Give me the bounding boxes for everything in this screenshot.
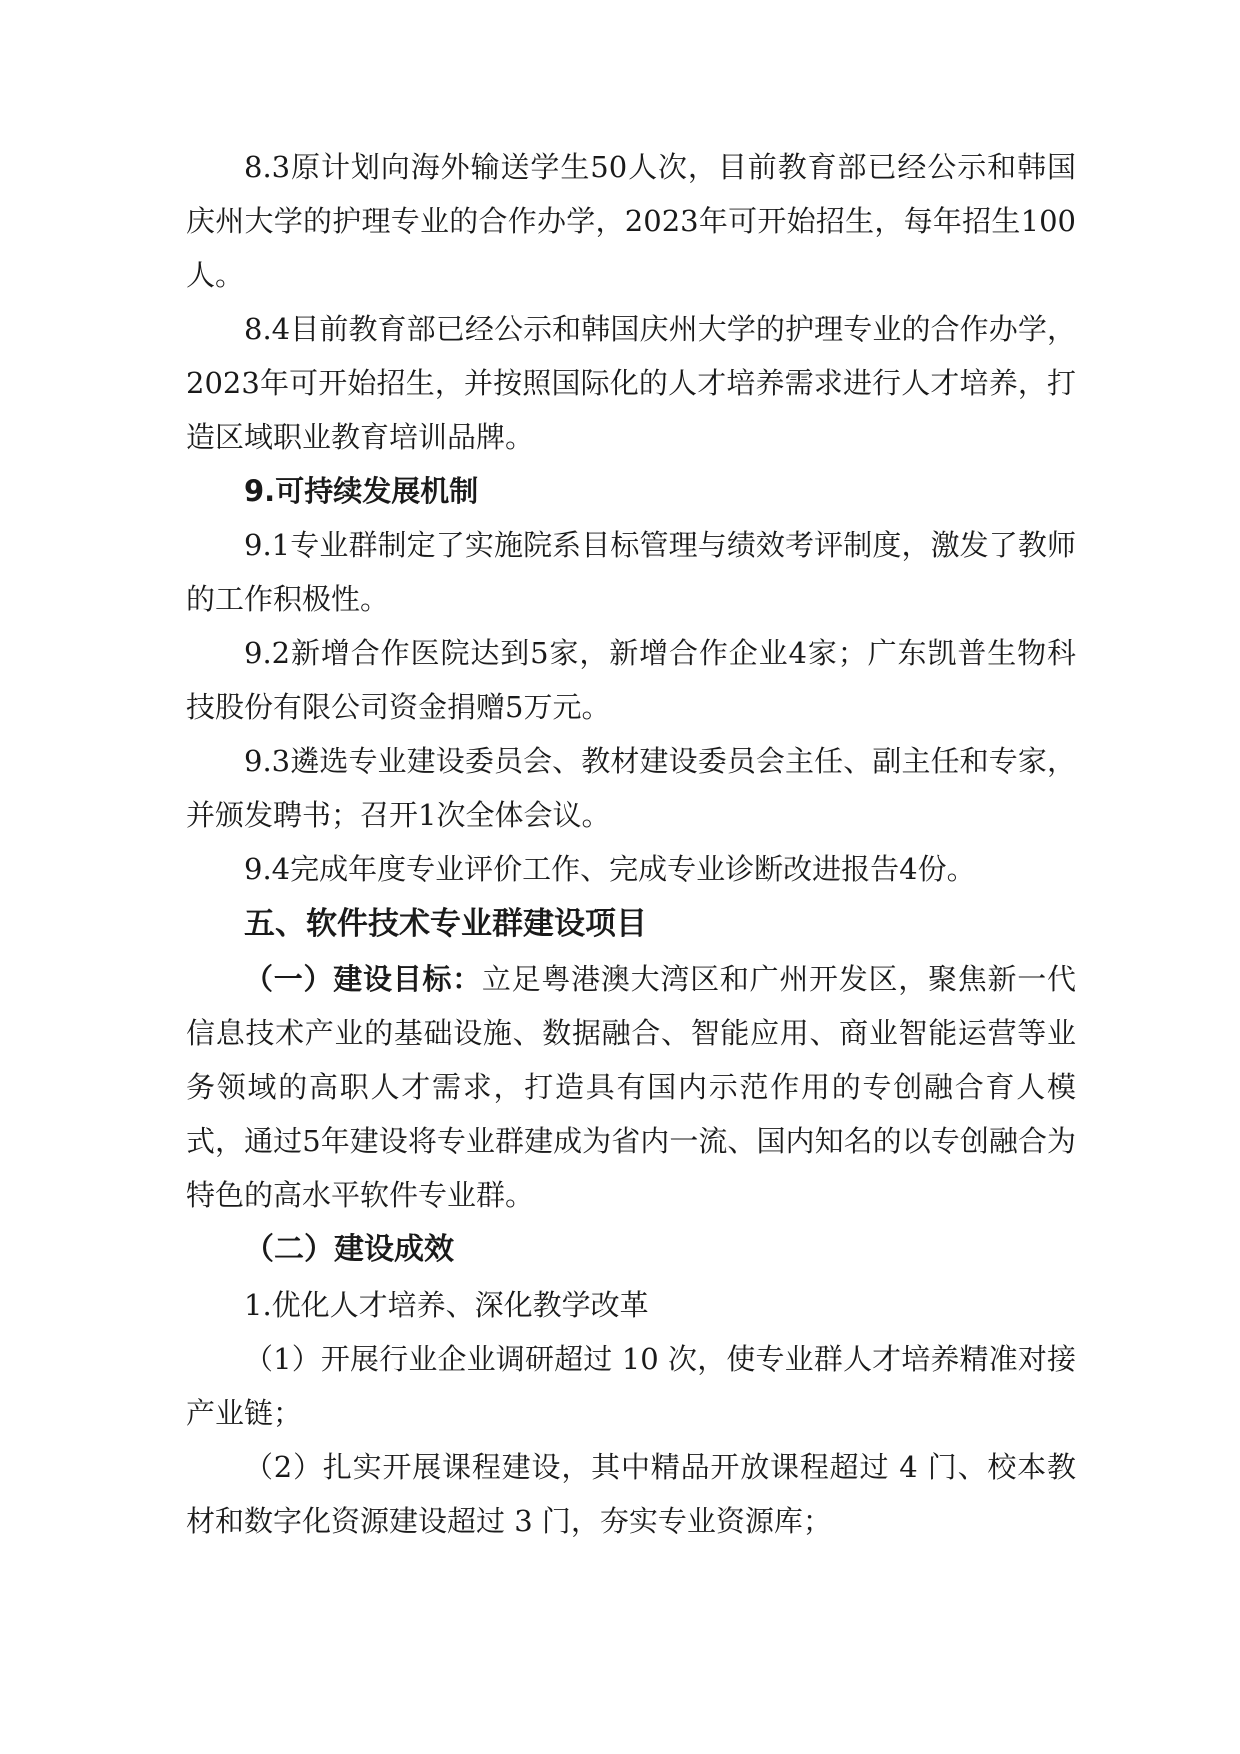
document-body <box>186 140 1076 1548</box>
paragraph-8-4: 8.4目前教育部已经公示和韩国庆州大学的护理专业的合作办学，2023年可开始招生，并按照国际化的人才培养需求进行人才培养，打造区域职业教育培训品牌。 <box>186 312 1076 454</box>
paragraph-9-2: 9.2新增合作医院达到5家，新增合作企业4家；广东凯普生物科技股份有限公司资金捐赠5万元。 <box>186 636 1076 724</box>
goal-label: （一）建设目标： <box>244 962 482 996</box>
paragraph-9-3: 9.3遴选专业建设委员会、教材建设委员会主任、副主任和专家，并颁发聘书；召开1次全体会议。 <box>186 744 1076 832</box>
heading-sustainable-mechanism: 9.可持续发展机制 <box>244 474 479 508</box>
list-item-1-1: （1）开展行业企业调研超过 10 次，使专业群人才培养精准对接产业链； <box>186 1342 1076 1430</box>
subheading-construction-results: （二）建设成效 <box>244 1232 454 1267</box>
paragraph-9-4: 9.4完成年度专业评价工作、完成专业诊断改进报告4份。 <box>244 852 976 886</box>
paragraph-8-3: 8.3原计划向海外输送学生50人次，目前教育部已经公示和韩国庆州大学的护理专业的合作办学，2023年可开始招生，每年招生100人。 <box>186 150 1076 292</box>
list-item-1: 1.优化人才培养、深化教学改革 <box>244 1288 649 1322</box>
section-heading-software-group: 五、软件技术专业群建设项目 <box>244 906 647 942</box>
paragraph-construction-goal <box>186 952 1076 1222</box>
list-item-1-2: （2）扎实开展课程建设，其中精品开放课程超过 4 门、校本教材和数字化资源建设超过 3 门，夯实专业资源库； <box>186 1450 1076 1538</box>
paragraph-9-1: 9.1专业群制定了实施院系目标管理与绩效考评制度，激发了教师的工作积极性。 <box>186 528 1076 616</box>
goal-text: 立足粤港澳大湾区和广州开发区，聚焦新一代信息技术产业的基础设施、数据融合、智能应用、商业智能运营等业务领域的高职人才需求，打造具有国内示范作用的专创融合育人模式，通过5年建设将专业群建成为省内一流、国内知名的以专创融合为特色的高水平软件专业群。 <box>186 962 1076 1212</box>
